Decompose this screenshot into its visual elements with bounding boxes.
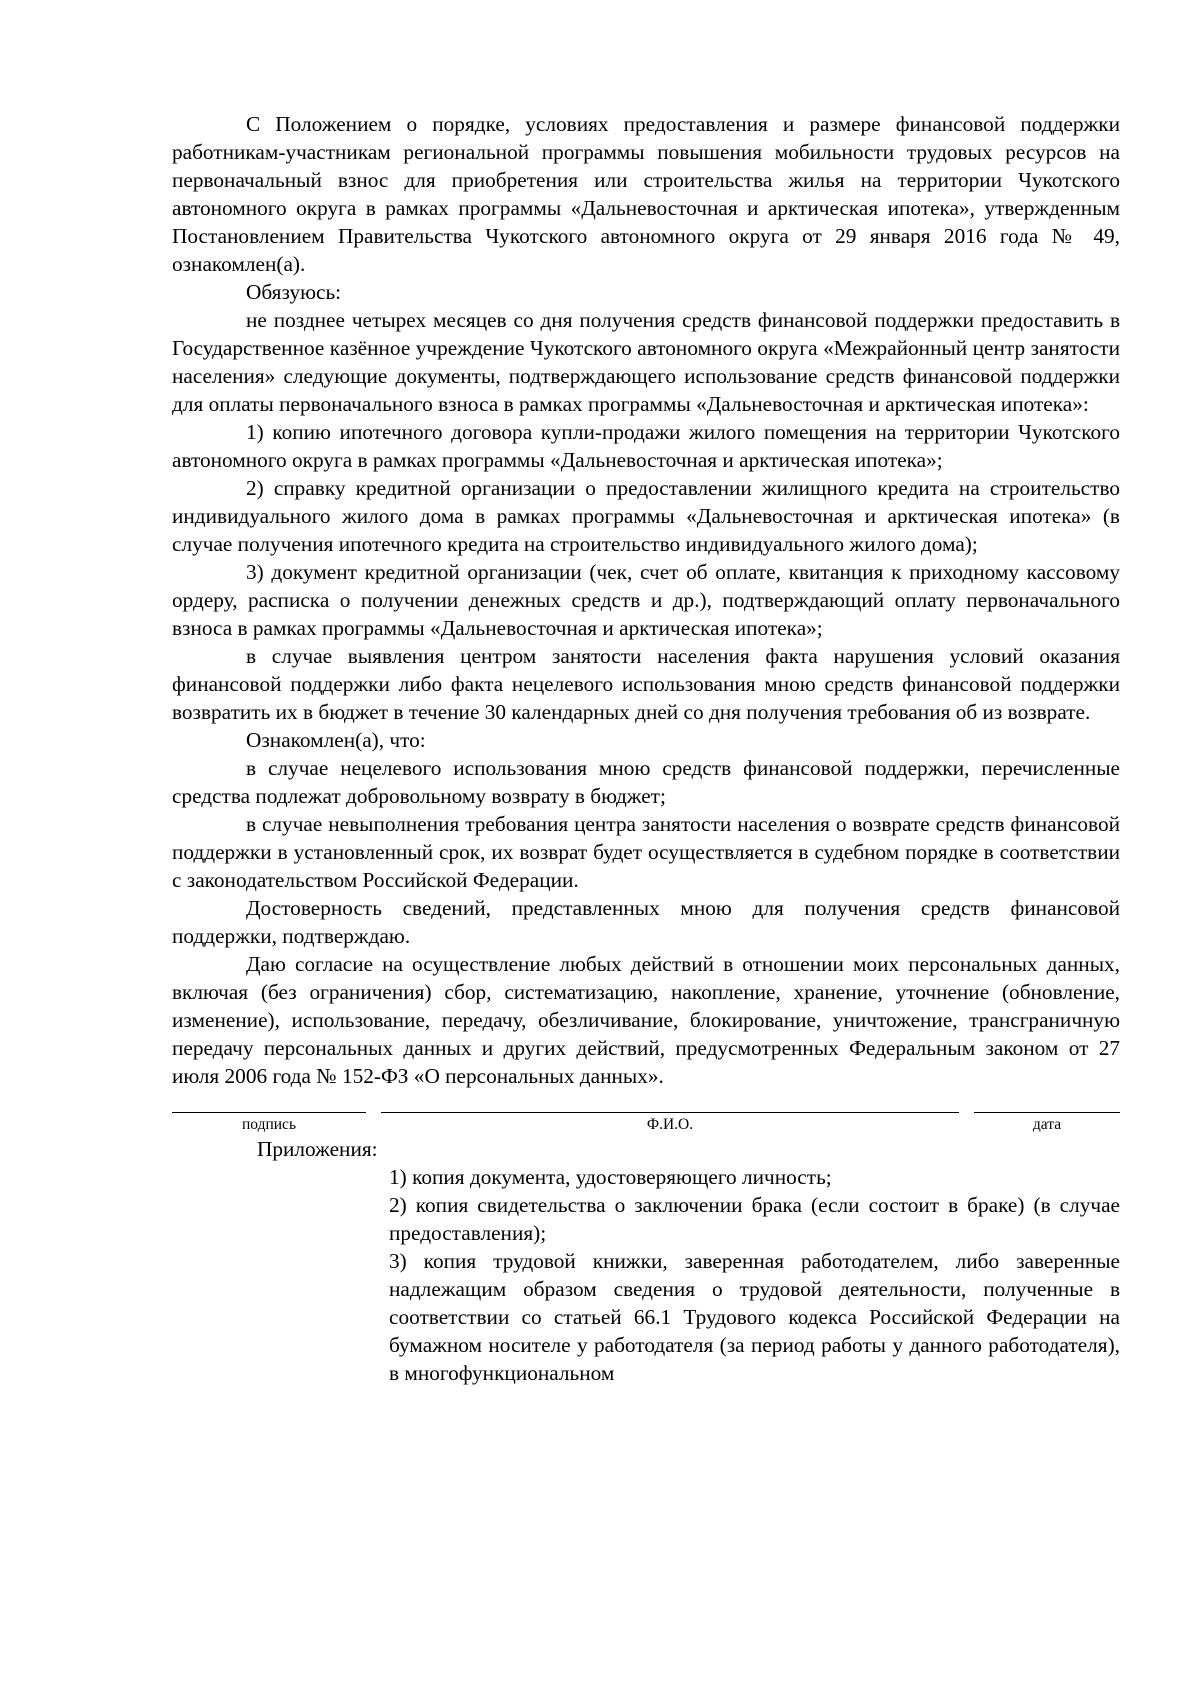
signature-row xyxy=(172,1112,1120,1135)
date-caption: дата xyxy=(1032,1116,1062,1133)
annex-item-3: 3) копия трудовой книжки, заверенная работодателем, либо заверенные надлежащим образом сведения о трудовой деятельности, полученные в соответствии со статьей 66.1 Трудового кодекса Российской Федерации на бумажном носителе у работодателя (за период работы у данного работодателя), в многофункциональном xyxy=(389,1249,1120,1385)
paragraph-court: в случае невыполнения требования центра занятости населения о возврате средств финансовой поддержки в установленный срок, их возврат будет осуществляется в судебном порядке в соответствии с законодательством Российской Федерации. xyxy=(172,812,1120,892)
paragraph-accuracy: Достоверность сведений, представленных мною для получения средств финансовой поддержки, подтверждаю. xyxy=(172,896,1120,948)
annex-list xyxy=(389,1163,1120,1387)
paragraph-undertake: Обязуюсь: xyxy=(246,280,342,304)
paragraph-item-1: 1) копию ипотечного договора купли-продажи жилого помещения на территории Чукотского автономного округа в рамках программы «Дальневосточная и арктическая ипотека»; xyxy=(172,420,1120,472)
date-line xyxy=(974,1112,1120,1113)
paragraph-documents-deadline: не позднее четырех месяцев со дня получения средств финансовой поддержки предоставить в Государственное казённое учреждение Чукотского автономного округа «Межрайонный центр занятости населения» следующие документы, подтверждающего использование средств финансовой поддержки для оплаты первоначального взноса в рамках программы «Дальневосточная и арктическая ипотека»: xyxy=(172,308,1120,416)
signature-caption: подпись xyxy=(241,1116,297,1133)
annex-item-2: 2) копия свидетельства о заключении брака (если состоит в браке) (в случае предоставления); xyxy=(389,1193,1120,1245)
paragraph-acquaintance: С Положением о порядке, условиях предоставления и размере финансовой поддержки работникам-участникам региональной программы повышения мобильности трудовых ресурсов на первоначальный взнос для приобретения или строительства жилья на территории Чукотского автономного округа в рамках программы «Дальневосточная и арктическая ипотека», утвержденным Постановлением Правительства Чукотского автономного округа от 29 января 2016 года № 49, ознакомлен(а). xyxy=(172,112,1120,276)
annex-title: Приложения: xyxy=(257,1137,378,1161)
annex-item-1: 1) копия документа, удостоверяющего личность; xyxy=(389,1165,832,1189)
paragraph-return-funds: в случае выявления центром занятости населения факта нарушения условий оказания финансовой поддержки либо факта нецелевого использования мною средств финансовой поддержки возвратить их в бюджет в течение 30 календарных дней со дня получения требования об из возврате. xyxy=(172,644,1120,724)
full-name-field[interactable] xyxy=(381,1112,959,1135)
paragraph-consent: Даю согласие на осуществление любых действий в отношении моих персональных данных, включая (без ограничения) сбор, систематизацию, накопление, хранение, уточнение (обновление, изменение), использование, передачу, обезличивание, блокирование, уничтожение, трансграничную передачу персональных данных и других действий, предусмотренных Федеральным законом от 27 июля 2006 года № 152-ФЗ «О персональных данных». xyxy=(172,952,1120,1088)
paragraph-misuse: в случае нецелевого использования мною средств финансовой поддержки, перечисленные средства подлежат добровольному возврату в бюджет; xyxy=(172,756,1120,808)
document-page xyxy=(172,110,1120,1387)
signature-line xyxy=(172,1112,366,1113)
date-field[interactable] xyxy=(974,1112,1120,1135)
paragraph-item-2: 2) справку кредитной организации о предоставлении жилищного кредита на строительство индивидуального жилого дома в рамках программы «Дальневосточная и арктическая ипотека» (в случае получения ипотечного кредита на строительство индивидуального жилого дома); xyxy=(172,476,1120,556)
signature-field[interactable] xyxy=(172,1112,366,1135)
full-name-caption: Ф.И.О. xyxy=(646,1116,694,1133)
paragraph-item-3: 3) документ кредитной организации (чек, счет об оплате, квитанция к приходному кассовому ордеру, расписка о получении денежных средств и др.), подтверждающий оплату первоначального взноса в рамках программы «Дальневосточная и арктическая ипотека»; xyxy=(172,560,1120,640)
full-name-line xyxy=(381,1112,959,1113)
paragraph-informed: Ознакомлен(а), что: xyxy=(246,728,426,752)
